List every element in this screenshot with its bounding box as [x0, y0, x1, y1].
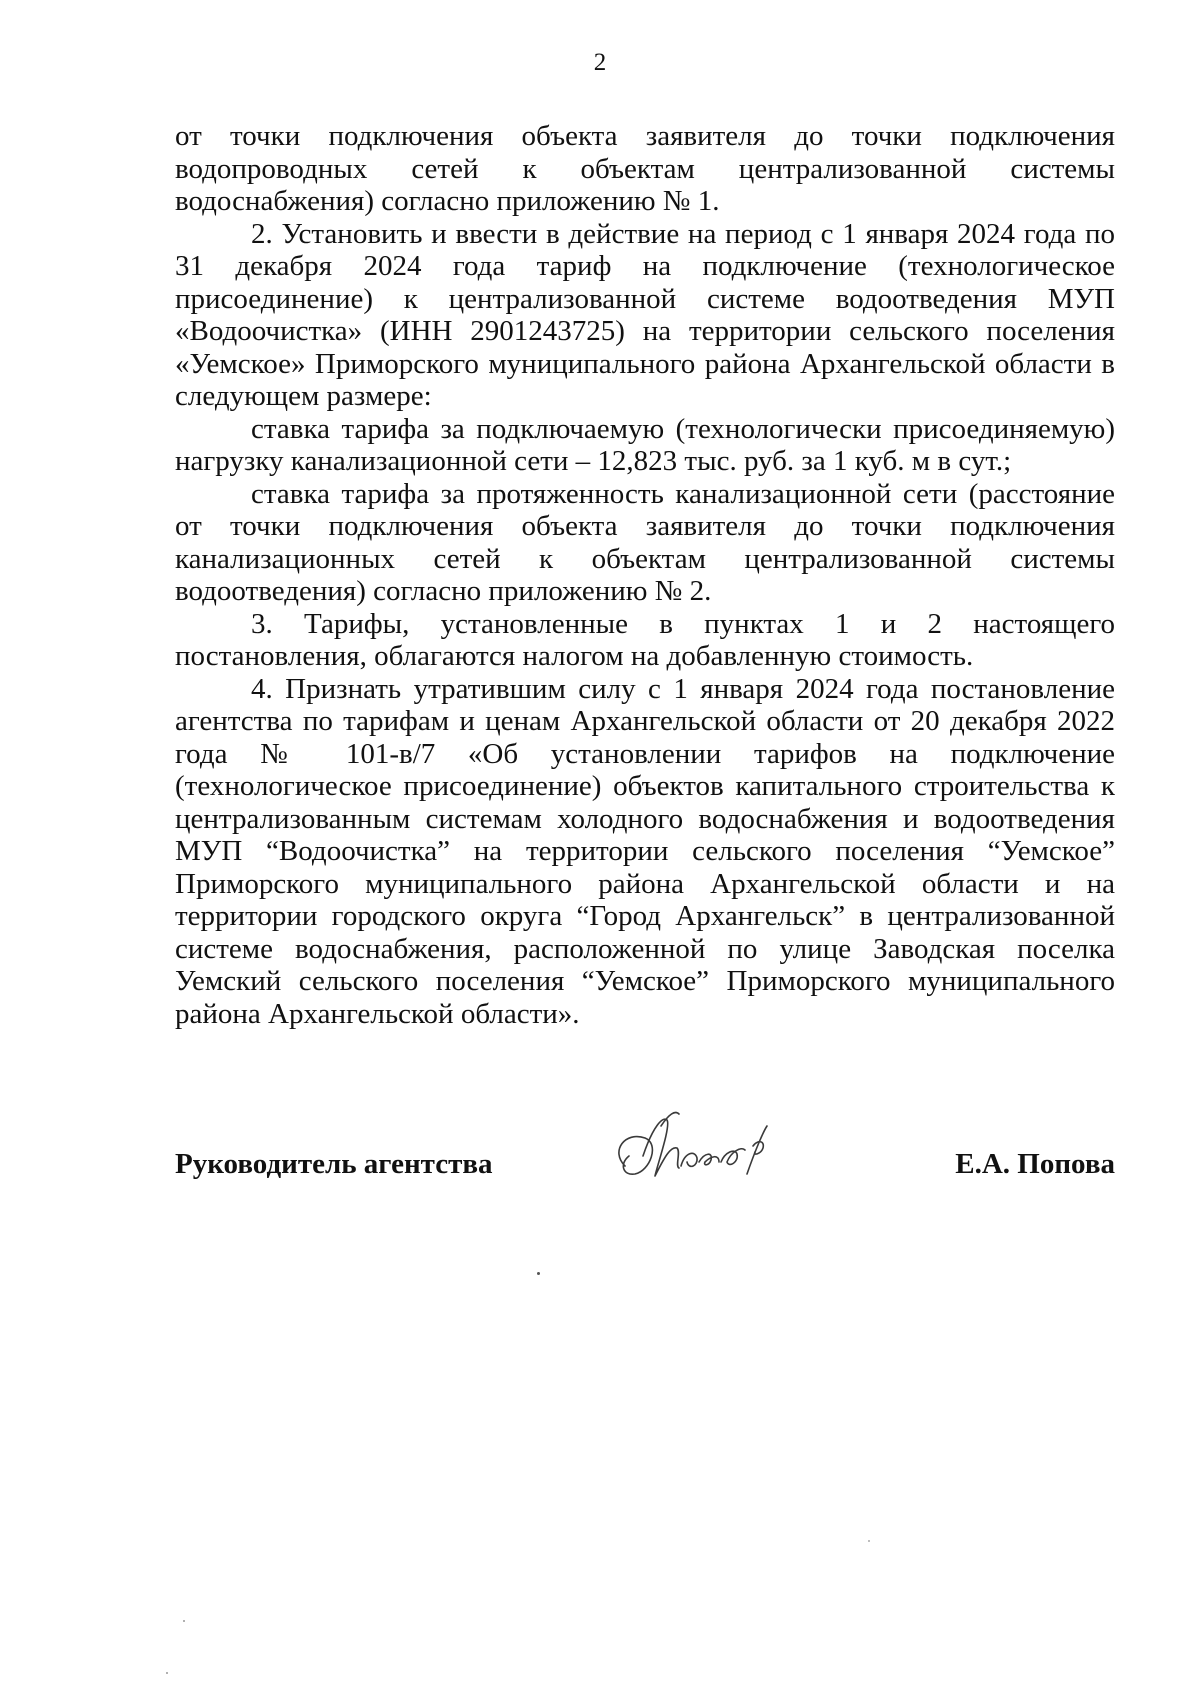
page-number: 2 [593, 49, 607, 76]
scan-speck [166, 1672, 168, 1674]
paragraph-continuation: от точки подключения объекта заявителя до точки подключения водопроводных сетей к объектам централизованной системы водоснабжения) согласно приложению № 1. [175, 120, 1115, 217]
paragraph-item-3: 3. Тарифы, установленные в пунктах 1 и 2 настоящего постановления, облагаются налогом на добавленную стоимость. [175, 607, 1115, 672]
signatory-name: Е.А. Попова [955, 1148, 1115, 1180]
paragraph-rate-load: ставка тарифа за подключаемую (технологически присоединяемую) нагрузку канализационной сети – 12,823 тыс. руб. за 1 куб. м в сут.; [175, 412, 1115, 477]
paragraph-item-2: 2. Установить и ввести в действие на период с 1 января 2024 года по 31 декабря 2024 года тариф на подключение (технологическое присоединение) к централизованной системе водоотведения МУП «Водоочистка» (ИНН 2901243725) на территории сельского поселения «Уемское» Приморского муниципального района Архангельской области в следующем размере: [175, 217, 1115, 412]
document-body [175, 120, 1115, 1030]
paragraph-item-4: 4. Признать утратившим силу с 1 января 2024 года постановление агентства по тарифам и ценам Архангельской области от 20 декабря 2022 года № 101-в/7 «Об установлении тарифов на подключение (технологическое присоединение) объектов капитального строительства к централизованным системам холодного водоснабжения и водоотведения МУП “Водоочистка” на территории сельского поселения “Уемское” Приморского муниципального района Архангельской области и на территории городского округа “Город Архангельск” в централизованной системе водоснабжения, расположенной по улице Заводская поселка Уемский сельского поселения “Уемское” Приморского муниципального района Архангельской области». [175, 672, 1115, 1030]
signatory-title: Руководитель агентства [175, 1148, 493, 1180]
scan-speck [537, 1272, 540, 1275]
handwritten-signature [605, 1096, 785, 1206]
scan-speck [868, 1540, 870, 1542]
scan-speck [183, 1620, 185, 1622]
paragraph-rate-length: ставка тарифа за протяженность канализационной сети (расстояние от точки подключения объекта заявителя до точки подключения канализационных сетей к объектам централизованной системы водоотведения) согласно приложению № 2. [175, 477, 1115, 607]
signature-block [175, 1128, 1115, 1218]
